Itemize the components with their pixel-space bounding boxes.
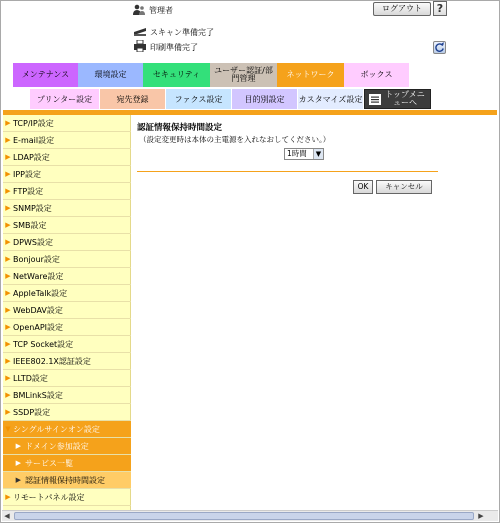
scrollbar-thumb[interactable] xyxy=(14,512,474,520)
sidebar-item-bonjour[interactable] xyxy=(3,251,131,268)
sidebar-item-label: IEEE802.1X認証設定 xyxy=(13,356,91,366)
chevron-right-icon: ▶ xyxy=(5,238,11,246)
user-icon xyxy=(133,4,145,15)
chevron-right-icon: ▶ xyxy=(5,119,11,127)
sidebar-item-label: リモートパネル設定 xyxy=(13,492,85,502)
sidebar-item-email[interactable] xyxy=(3,132,131,149)
refresh-icon xyxy=(434,42,445,53)
top-menu-button[interactable] xyxy=(364,89,431,109)
sidebar-item-label: IPP設定 xyxy=(13,169,42,179)
sidebar-item-service-list[interactable] xyxy=(3,455,131,472)
sidebar xyxy=(3,115,131,510)
sidebar-item-dpws[interactable] xyxy=(3,234,131,251)
sidebar-item-label: シングルサインオン設定 xyxy=(13,424,100,434)
chevron-right-icon: ▶ xyxy=(5,221,11,229)
scroll-right-icon[interactable]: ▶ xyxy=(478,512,484,520)
chevron-right-icon: ▶ xyxy=(5,340,11,348)
tab-security[interactable]: セキュリティ xyxy=(143,63,210,87)
chevron-right-icon: ▶ xyxy=(5,289,11,297)
sidebar-item-label: TCP/IP設定 xyxy=(13,118,54,128)
sidebar-item-netware[interactable] xyxy=(3,268,131,285)
chevron-right-icon: ▶ xyxy=(5,272,11,280)
menu-icon xyxy=(369,94,381,105)
sidebar-item-ssdp[interactable] xyxy=(3,404,131,421)
sidebar-item-label: サービス一覧 xyxy=(25,458,73,468)
chevron-right-icon: ▶ xyxy=(5,323,11,331)
tab-box[interactable]: ボックス xyxy=(344,63,409,87)
sidebar-item-openapi[interactable] xyxy=(3,319,131,336)
sidebar-item-label: LDAP設定 xyxy=(13,152,50,162)
sidebar-item-auth-retention-time[interactable] xyxy=(3,472,131,489)
sidebar-item-label: SSDP設定 xyxy=(13,407,51,417)
chevron-right-icon: ▶ xyxy=(5,374,11,382)
sidebar-item-label: 認証情報保持時間設定 xyxy=(25,475,105,485)
sidebar-item-tcpip[interactable] xyxy=(3,115,131,132)
duration-select[interactable] xyxy=(284,148,324,160)
tab-customize-settings[interactable]: カスタマイズ設定 xyxy=(298,89,364,109)
print-status: 印刷準備完了 xyxy=(150,43,198,52)
sidebar-item-domain-join[interactable] xyxy=(3,438,131,455)
duration-value: 1時間 xyxy=(287,149,307,158)
chevron-down-icon[interactable]: ▼ xyxy=(313,149,323,159)
tab-fax-settings[interactable]: ファクス設定 xyxy=(166,89,232,109)
chevron-right-icon: ▶ xyxy=(5,255,11,263)
page-note: （設定変更時は本体の主電源を入れなおしてください。） xyxy=(139,135,331,144)
chevron-right-icon: ▶ xyxy=(5,306,11,314)
sidebar-item-remote-panel[interactable] xyxy=(3,489,131,506)
sidebar-item-ipp[interactable] xyxy=(3,166,131,183)
tab-environment[interactable]: 環境設定 xyxy=(78,63,143,87)
sidebar-item-single-sign-on[interactable] xyxy=(3,421,131,438)
sidebar-item-label: SNMP設定 xyxy=(13,203,52,213)
chevron-down-icon: ▼ xyxy=(5,425,11,433)
ok-button[interactable]: OK xyxy=(353,180,373,194)
tab-printer-settings[interactable]: プリンター設定 xyxy=(30,89,100,109)
sidebar-item-label: WebDAV設定 xyxy=(13,305,63,315)
help-button[interactable]: ? xyxy=(433,1,447,16)
sidebar-item-label: Bonjour設定 xyxy=(13,254,60,264)
sidebar-item-label: SMB設定 xyxy=(13,220,47,230)
sidebar-item-label: TCP Socket設定 xyxy=(13,339,74,349)
tab-network[interactable]: ネットワーク xyxy=(277,63,344,87)
sidebar-item-label: LLTD設定 xyxy=(13,373,48,383)
sidebar-item-label: FTP設定 xyxy=(13,186,44,196)
top-menu-label: トップメニューへ xyxy=(385,90,425,107)
chevron-right-icon: ▶ xyxy=(5,153,11,161)
tab-user-auth[interactable]: ユーザー認証/部門管理 xyxy=(210,63,277,87)
tab-purpose-settings[interactable]: 目的別設定 xyxy=(232,89,298,109)
chevron-right-icon: ▶ xyxy=(15,459,21,467)
sidebar-item-label: E-mail設定 xyxy=(13,135,55,145)
sidebar-item-tcp-socket[interactable] xyxy=(3,336,131,353)
sidebar-item-webdav[interactable] xyxy=(3,302,131,319)
sidebar-item-label: NetWare設定 xyxy=(13,271,64,281)
chevron-right-icon: ▶ xyxy=(5,408,11,416)
divider xyxy=(137,171,438,172)
sidebar-item-label: OpenAPI設定 xyxy=(13,322,64,332)
page-title: 認証情報保持時間設定 xyxy=(137,123,223,133)
logout-button[interactable]: ログアウト xyxy=(373,2,431,16)
cancel-button[interactable]: キャンセル xyxy=(376,180,432,194)
horizontal-scrollbar[interactable] xyxy=(2,510,486,521)
chevron-right-icon: ▶ xyxy=(5,170,11,178)
sidebar-item-ftp[interactable] xyxy=(3,183,131,200)
scanner-icon xyxy=(133,26,147,36)
scrollbar-corner xyxy=(486,510,498,521)
printer-icon xyxy=(133,40,147,52)
sidebar-item-ieee8021x[interactable] xyxy=(3,353,131,370)
chevron-right-icon: ▶ xyxy=(5,357,11,365)
tab-address-registration[interactable]: 宛先登録 xyxy=(100,89,166,109)
scroll-left-icon[interactable]: ◀ xyxy=(4,512,10,520)
sidebar-item-appletalk[interactable] xyxy=(3,285,131,302)
sidebar-item-smb[interactable] xyxy=(3,217,131,234)
chevron-right-icon: ▶ xyxy=(15,442,21,450)
sidebar-item-label: ドメイン参加設定 xyxy=(25,441,89,451)
refresh-button[interactable] xyxy=(433,41,446,54)
chevron-right-icon: ▶ xyxy=(5,187,11,195)
sidebar-item-snmp[interactable] xyxy=(3,200,131,217)
chevron-right-icon: ▶ xyxy=(5,391,11,399)
tab-maintenance[interactable]: メンテナンス xyxy=(13,63,78,87)
sidebar-item-bmlinks[interactable] xyxy=(3,387,131,404)
user-label: 管理者 xyxy=(149,6,173,15)
sidebar-item-label: AppleTalk設定 xyxy=(13,288,68,298)
chevron-right-icon: ▶ xyxy=(5,204,11,212)
sidebar-item-label: BMLinkS設定 xyxy=(13,390,63,400)
sidebar-item-ldap[interactable] xyxy=(3,149,131,166)
scan-status: スキャン準備完了 xyxy=(150,28,214,37)
chevron-right-icon: ▶ xyxy=(15,476,21,484)
sidebar-item-lltd[interactable] xyxy=(3,370,131,387)
chevron-right-icon: ▶ xyxy=(5,136,11,144)
chevron-right-icon: ▶ xyxy=(5,493,11,501)
sidebar-item-label: DPWS設定 xyxy=(13,237,53,247)
